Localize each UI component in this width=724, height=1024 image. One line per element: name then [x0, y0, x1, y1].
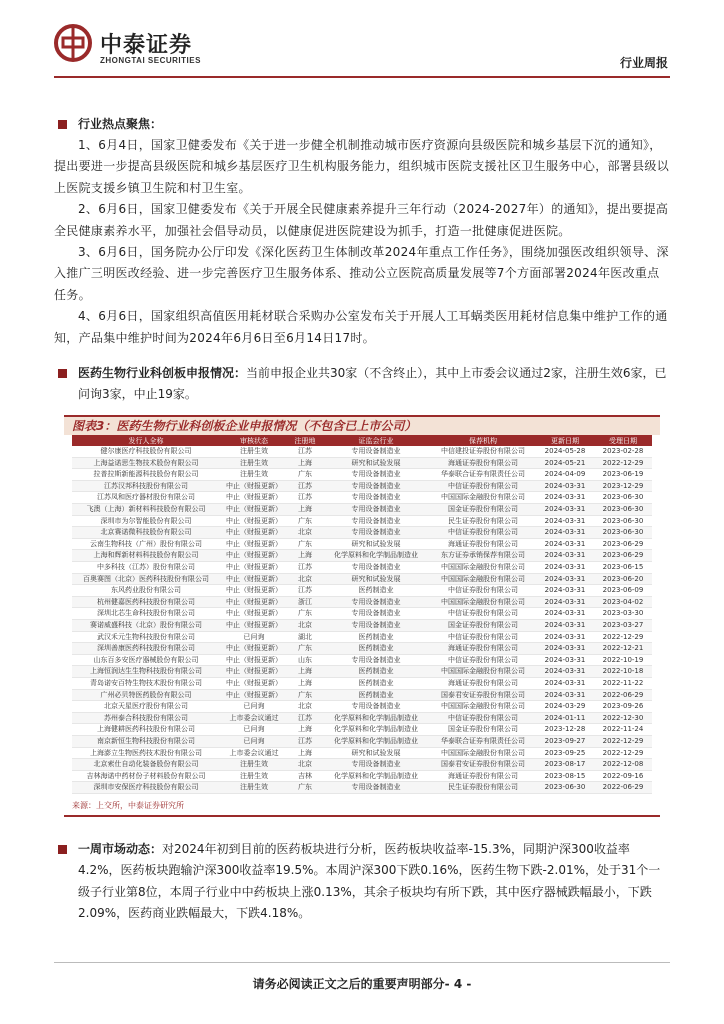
- table-cell: 2023-12-28: [536, 724, 594, 736]
- table-cell: 中信证券股份有限公司: [430, 527, 536, 539]
- table-cell: 国金证券股份有限公司: [430, 724, 536, 736]
- table-cell: 北京天星医疗股份有限公司: [72, 701, 220, 713]
- table-cell: 专用设备制造业: [322, 527, 430, 539]
- table-cell: 2024-03-31: [536, 596, 594, 608]
- table-cell: 广东: [288, 469, 322, 481]
- table-row: [72, 573, 652, 585]
- table-cell: 上海恒润达生生物科技股份有限公司: [72, 666, 220, 678]
- table-cell: 专用设备制造业: [322, 446, 430, 457]
- table-row: [72, 666, 652, 678]
- table-cell: 2023-06-30: [594, 492, 652, 504]
- table-cell: 上市委会议通过: [220, 747, 288, 759]
- table-cell: 专用设备制造业: [322, 480, 430, 492]
- hotspot-paragraph-4: 4、6月6日，国家组织高值医用耗材联合采购办公室发布关于开展人工耳蜗类医用耗材信息集中维护工作的通知，产品集中维护时间为2024年6月6日至6月14日17时。: [54, 309, 668, 345]
- table-cell: 2023-09-27: [536, 735, 594, 747]
- table-cell: 华泰联合证券有限责任公司: [430, 469, 536, 481]
- table-cell: 中止（财报更新）: [220, 677, 288, 689]
- table-cell: 广东: [288, 643, 322, 655]
- table-cell: 2022-11-24: [594, 724, 652, 736]
- table-row: [72, 608, 652, 620]
- table-cell: 中国国际金融股份有限公司: [430, 492, 536, 504]
- table-row: [72, 550, 652, 562]
- table-cell: 上海: [288, 550, 322, 562]
- table-row: [72, 504, 652, 516]
- table-cell: 研究和试验发展: [322, 457, 430, 469]
- table-cell: 上海澎立生物医药技术股份有限公司: [72, 747, 220, 759]
- table-cell: 2024-03-31: [536, 619, 594, 631]
- table-cell: 吉林: [288, 770, 322, 782]
- table-cell: 化学原料和化学制品制造业: [322, 735, 430, 747]
- table-cell: 化学原料和化学制品制造业: [322, 550, 430, 562]
- hotspot-paragraph-3: 3、6月6日，国务院办公厅印发《深化医药卫生体制改革2024年重点工作任务》，围绕加强医改组织领导、深入推广三明医改经验、进一步完善医疗卫生服务体系、推动公立医院高质量发展等7个方面部署2024年医改重点任务。: [54, 245, 669, 302]
- table-cell: 江苏: [288, 562, 322, 574]
- table-cell: 上海: [288, 724, 322, 736]
- table-row: [72, 759, 652, 771]
- table-cell: 2023-02-28: [594, 446, 652, 457]
- figure-3: [64, 415, 660, 817]
- bullet-square-icon: [58, 845, 67, 854]
- table-cell: 2024-05-21: [536, 457, 594, 469]
- table-cell: 中止（财报更新）: [220, 585, 288, 597]
- table-cell: 2022-10-18: [594, 666, 652, 678]
- table-cell: 已问询: [220, 735, 288, 747]
- table-cell: 医药制造业: [322, 643, 430, 655]
- table-cell: 中信证券股份有限公司: [430, 631, 536, 643]
- table-cell: 中止（财报更新）: [220, 643, 288, 655]
- table-cell: 研究和试验发展: [322, 538, 430, 550]
- table-cell: 东风药业股份有限公司: [72, 585, 220, 597]
- table-cell: 中止（财报更新）: [220, 504, 288, 516]
- table-row: [72, 480, 652, 492]
- table-cell: 广东: [288, 608, 322, 620]
- table-row: [72, 712, 652, 724]
- table-cell: 2023-09-26: [594, 701, 652, 713]
- table-cell: 2022-06-29: [594, 782, 652, 794]
- table-cell: 深圳北芯生命科技股份有限公司: [72, 608, 220, 620]
- table-cell: 2024-01-11: [536, 712, 594, 724]
- table-cell: 广东: [288, 515, 322, 527]
- table-cell: 医药制造业: [322, 631, 430, 643]
- table-cell: 北京: [288, 527, 322, 539]
- table-cell: 国泰君安证券股份有限公司: [430, 689, 536, 701]
- table-cell: 2024-03-31: [536, 677, 594, 689]
- table-cell: 中止（财报更新）: [220, 515, 288, 527]
- table-cell: 2024-03-31: [536, 515, 594, 527]
- page-header: [0, 0, 724, 100]
- table-cell: 2024-03-31: [536, 643, 594, 655]
- figure-bottom-rule: [64, 815, 660, 817]
- table-cell: 海通证券股份有限公司: [430, 538, 536, 550]
- table-cell: 化学原料和化学制品制造业: [322, 712, 430, 724]
- table-header-cell: 注册地: [288, 435, 322, 446]
- market-text: 对2024年初到目前的医药板块进行分析，医药板块收益率-15.3%，同期沪深300收益率4.2%，医药板块跑输沪深300收益率19.5%。本周沪深300下跌0.16%，医药生物下跌-2.01%，处于31个一级子行业第8位，本周子行业中中药板块上涨0.13%，其余子板块均有所下跌，其中医疗器械跌幅最小，下跌2.09%，医药商业跌幅最大，下跌4.18%。: [78, 841, 661, 921]
- logo-chinese-name: 中泰证券: [100, 33, 193, 58]
- table-cell: 青岛诺安百特生物技术股份有限公司: [72, 677, 220, 689]
- table-cell: 中止（财报更新）: [220, 573, 288, 585]
- table-cell: 2022-12-30: [594, 712, 652, 724]
- table-cell: 海通证券股份有限公司: [430, 770, 536, 782]
- table-cell: 吉林海诺中药材份子材料股份有限公司: [72, 770, 220, 782]
- table-row: [72, 631, 652, 643]
- table-cell: 上海: [288, 457, 322, 469]
- hotspot-paragraph-1: 1、6月4日，国家卫健委发布《关于进一步健全机制推动城市医疗资源向县级医院和城乡基层下沉的通知》，提出要进一步提高县级医院和城乡基层医疗卫生机构服务能力，组织城市医院支援社区卫生服务中心，部署县级以上医院支援乡镇卫生院和村卫生室。: [54, 138, 670, 195]
- table-cell: 2023-06-30: [536, 782, 594, 794]
- table-cell: 2022-12-29: [594, 735, 652, 747]
- table-cell: 飞澳（上海）新材料科技股份有限公司: [72, 504, 220, 516]
- table-row: [72, 677, 652, 689]
- table-cell: 北京索仕自动化装备股份有限公司: [72, 759, 220, 771]
- table-cell: 化学原料和化学制品制造业: [322, 724, 430, 736]
- table-row: [72, 643, 652, 655]
- table-cell: 中国国际金融股份有限公司: [430, 573, 536, 585]
- table-cell: 山东百多安医疗器械股份有限公司: [72, 654, 220, 666]
- table-body: [72, 446, 652, 793]
- table-cell: 山东: [288, 654, 322, 666]
- table-cell: 中止（财报更新）: [220, 666, 288, 678]
- table-header-cell: 受理日期: [594, 435, 652, 446]
- table-row: [72, 585, 652, 597]
- table-cell: 民生证券股份有限公司: [430, 515, 536, 527]
- table-cell: 健尔康医疗科技股份有限公司: [72, 446, 220, 457]
- table-cell: 武汉禾元生物科技股份有限公司: [72, 631, 220, 643]
- table-cell: 2022-12-08: [594, 759, 652, 771]
- table-cell: 2023-03-30: [594, 608, 652, 620]
- table-cell: 江苏: [288, 712, 322, 724]
- table-cell: 深圳善康医药科技股份有限公司: [72, 643, 220, 655]
- table-cell: 2024-03-31: [536, 527, 594, 539]
- table-cell: 2024-03-31: [536, 562, 594, 574]
- table-cell: 北京: [288, 619, 322, 631]
- table-cell: 专用设备制造业: [322, 759, 430, 771]
- star-market-text: 当前申报企业共30家（不含终止），其中上市委会议通过2家，注册生效6家，已问询3家，中止19家。: [78, 366, 667, 402]
- table-cell: 广东: [288, 782, 322, 794]
- logo-mark-icon: [54, 24, 92, 62]
- table-cell: 中止（财报更新）: [220, 654, 288, 666]
- table-cell: 注册生效: [220, 770, 288, 782]
- table-cell: 2023-06-30: [594, 527, 652, 539]
- footer-disclaimer: 请务必阅读正文之后的重要声明部分- 4 -: [252, 977, 472, 991]
- table-cell: 研究和试验发展: [322, 573, 430, 585]
- table-cell: 2024-03-31: [536, 492, 594, 504]
- table-cell: 2024-03-29: [536, 701, 594, 713]
- table-cell: 中信证券股份有限公司: [430, 654, 536, 666]
- main-content: [54, 114, 670, 925]
- logo-english-name: ZHONGTAI SECURITIES: [100, 56, 201, 65]
- table-cell: 专用设备制造业: [322, 619, 430, 631]
- table-cell: 2023-06-19: [594, 469, 652, 481]
- table-row: [72, 562, 652, 574]
- table-cell: 2023-03-27: [594, 619, 652, 631]
- table-row: [72, 538, 652, 550]
- table-cell: 已问询: [220, 631, 288, 643]
- table-cell: 北京: [288, 759, 322, 771]
- table-cell: 中信证券股份有限公司: [430, 712, 536, 724]
- bullet-square-icon: [58, 120, 67, 129]
- table-cell: 百奥赛图（北京）医药科技股份有限公司: [72, 573, 220, 585]
- table-cell: 江苏凤和医疗器材股份有限公司: [72, 492, 220, 504]
- table-cell: 中止（财报更新）: [220, 538, 288, 550]
- table-cell: 医药制造业: [322, 689, 430, 701]
- table-cell: 注册生效: [220, 782, 288, 794]
- table-cell: 2023-06-29: [594, 538, 652, 550]
- table-cell: 2023-06-15: [594, 562, 652, 574]
- table-cell: 2024-05-28: [536, 446, 594, 457]
- table-cell: 医药制造业: [322, 677, 430, 689]
- table-header-cell: 审核状态: [220, 435, 288, 446]
- table-cell: 专用设备制造业: [322, 469, 430, 481]
- table-cell: 2024-03-31: [536, 550, 594, 562]
- table-cell: 东方证券承销保荐有限公司: [430, 550, 536, 562]
- table-cell: 浙江: [288, 596, 322, 608]
- table-row: [72, 689, 652, 701]
- table-cell: 广东: [288, 689, 322, 701]
- table-cell: 中止（财报更新）: [220, 492, 288, 504]
- table-cell: 中止（财报更新）: [220, 562, 288, 574]
- table-row: [72, 770, 652, 782]
- table-cell: 江苏: [288, 492, 322, 504]
- table-cell: 2024-03-31: [536, 504, 594, 516]
- table-cell: 南京新恒生物科技股份有限公司: [72, 735, 220, 747]
- table-header-cell: 证监会行业: [322, 435, 430, 446]
- table-cell: 华泰联合证券有限责任公司: [430, 735, 536, 747]
- table-cell: 中止（财报更新）: [220, 608, 288, 620]
- table-header-cell: 保荐机构: [430, 435, 536, 446]
- table-cell: 2024-03-31: [536, 631, 594, 643]
- table-cell: 中国国际金融股份有限公司: [430, 747, 536, 759]
- table-row: [72, 457, 652, 469]
- table-row: [72, 446, 652, 457]
- table-cell: 海通证券股份有限公司: [430, 457, 536, 469]
- table-cell: 2024-03-31: [536, 585, 594, 597]
- report-type-label: 行业周报: [619, 56, 668, 70]
- table-row: [72, 469, 652, 481]
- table-cell: 化学原料和化学制品制造业: [322, 770, 430, 782]
- table-cell: 专用设备制造业: [322, 782, 430, 794]
- table-cell: 2024-03-31: [536, 689, 594, 701]
- table-cell: 2022-12-29: [594, 631, 652, 643]
- ipo-application-table: [72, 435, 652, 794]
- figure-source: 来源：上交所，中泰证券研究所: [72, 800, 184, 810]
- table-cell: 中止（财报更新）: [220, 480, 288, 492]
- table-cell: 已问询: [220, 701, 288, 713]
- table-cell: 江苏: [288, 480, 322, 492]
- table-cell: 2023-06-30: [594, 515, 652, 527]
- table-cell: 已问询: [220, 724, 288, 736]
- table-cell: 2022-10-19: [594, 654, 652, 666]
- table-cell: 注册生效: [220, 446, 288, 457]
- table-cell: 中国国际金融股份有限公司: [430, 701, 536, 713]
- table-cell: 专用设备制造业: [322, 701, 430, 713]
- table-cell: 北京赛诺微科技股份有限公司: [72, 527, 220, 539]
- table-cell: 专用设备制造业: [322, 654, 430, 666]
- table-cell: 民生证券股份有限公司: [430, 782, 536, 794]
- table-cell: 湖北: [288, 631, 322, 643]
- table-cell: 中止（财报更新）: [220, 550, 288, 562]
- table-cell: 国泰君安证券股份有限公司: [430, 759, 536, 771]
- table-cell: 中国国际金融股份有限公司: [430, 596, 536, 608]
- table-cell: 杭州健嘉医药科技股份有限公司: [72, 596, 220, 608]
- star-market-heading: 医药生物行业科创板申报情况：: [78, 366, 247, 381]
- table-cell: 中多科技（江苏）股份有限公司: [72, 562, 220, 574]
- table-cell: 专用设备制造业: [322, 515, 430, 527]
- table-cell: 国金证券股份有限公司: [430, 504, 536, 516]
- table-cell: 江苏: [288, 735, 322, 747]
- table-cell: 2024-04-09: [536, 469, 594, 481]
- table-cell: 深圳市为尔智能股份有限公司: [72, 515, 220, 527]
- table-cell: 海通证券股份有限公司: [430, 677, 536, 689]
- table-cell: 2024-03-31: [536, 654, 594, 666]
- table-cell: 专用设备制造业: [322, 608, 430, 620]
- table-cell: 2022-12-29: [594, 457, 652, 469]
- table-cell: 中国国际金融股份有限公司: [430, 562, 536, 574]
- header-divider: [54, 76, 670, 78]
- table-cell: 专用设备制造业: [322, 596, 430, 608]
- table-cell: 研究和试验发展: [322, 747, 430, 759]
- table-cell: 2022-06-29: [594, 689, 652, 701]
- table-row: [72, 619, 652, 631]
- table-cell: 上海益诺思生物技术股份有限公司: [72, 457, 220, 469]
- table-cell: 上海: [288, 677, 322, 689]
- table-cell: 中信证券股份有限公司: [430, 480, 536, 492]
- table-cell: 国金证券股份有限公司: [430, 619, 536, 631]
- table-cell: 2024-03-31: [536, 608, 594, 620]
- table-cell: 注册生效: [220, 457, 288, 469]
- table-cell: 2022-11-22: [594, 677, 652, 689]
- table-cell: 注册生效: [220, 759, 288, 771]
- table-cell: 中信证券股份有限公司: [430, 585, 536, 597]
- table-cell: 2022-12-21: [594, 643, 652, 655]
- company-logo: [54, 24, 214, 72]
- table-cell: 海通证券股份有限公司: [430, 643, 536, 655]
- table-cell: 专用设备制造业: [322, 504, 430, 516]
- table-row: [72, 782, 652, 794]
- table-cell: 医药制造业: [322, 666, 430, 678]
- footer-divider: [54, 962, 670, 963]
- table-row: [72, 654, 652, 666]
- table-cell: 专用设备制造业: [322, 562, 430, 574]
- table-cell: 2024-03-31: [536, 480, 594, 492]
- table-cell: 医药制造业: [322, 585, 430, 597]
- bullet-square-icon: [58, 369, 67, 378]
- table-cell: 2023-08-17: [536, 759, 594, 771]
- table-cell: 上海健耕医药科技股份有限公司: [72, 724, 220, 736]
- table-row: [72, 596, 652, 608]
- table-cell: 2024-03-31: [536, 573, 594, 585]
- table-header-cell: 发行人全称: [72, 435, 220, 446]
- star-market-section: [54, 363, 670, 405]
- table-row: [72, 492, 652, 504]
- table-cell: 江苏: [288, 446, 322, 457]
- table-cell: 广东: [288, 538, 322, 550]
- table-cell: 广州必贝特医药股份有限公司: [72, 689, 220, 701]
- table-cell: 2023-06-29: [594, 550, 652, 562]
- table-cell: 江苏: [288, 585, 322, 597]
- table-cell: 云南生物科技（广州）股份有限公司: [72, 538, 220, 550]
- table-cell: 2022-09-16: [594, 770, 652, 782]
- table-cell: 2023-08-15: [536, 770, 594, 782]
- table-cell: 上海: [288, 747, 322, 759]
- table-cell: 上市委会议通过: [220, 712, 288, 724]
- figure-title: 图表3：医药生物行业科创板企业申报情况（不包含已上市公司）: [64, 415, 660, 435]
- market-section: [54, 839, 670, 925]
- table-cell: 2023-06-20: [594, 573, 652, 585]
- table-cell: 上海和辉新材料科技股份有限公司: [72, 550, 220, 562]
- table-cell: 赛诺威盛科技（北京）股份有限公司: [72, 619, 220, 631]
- table-cell: 上海: [288, 504, 322, 516]
- table-cell: 2023-12-29: [594, 480, 652, 492]
- table-cell: 中国国际金融股份有限公司: [430, 666, 536, 678]
- table-row: [72, 515, 652, 527]
- table-cell: 2024-03-31: [536, 666, 594, 678]
- table-cell: 2024-03-31: [536, 538, 594, 550]
- table-cell: 拉普拉斯新能源科技股份有限公司: [72, 469, 220, 481]
- table-header-cell: 更新日期: [536, 435, 594, 446]
- table-cell: 2023-04-02: [594, 596, 652, 608]
- table-row: [72, 701, 652, 713]
- table-row: [72, 724, 652, 736]
- table-cell: 2023-09-25: [536, 747, 594, 759]
- table-cell: 上海: [288, 666, 322, 678]
- table-cell: 中止（财报更新）: [220, 527, 288, 539]
- table-cell: 注册生效: [220, 469, 288, 481]
- table-cell: 2022-12-29: [594, 747, 652, 759]
- table-cell: 北京: [288, 701, 322, 713]
- table-cell: 中止（财报更新）: [220, 689, 288, 701]
- table-cell: 江苏汉邦科技股份有限公司: [72, 480, 220, 492]
- table-header-row: [72, 435, 652, 446]
- table-cell: 中止（财报更新）: [220, 619, 288, 631]
- table-cell: 专用设备制造业: [322, 492, 430, 504]
- table-row: [72, 735, 652, 747]
- table-row: [72, 747, 652, 759]
- table-cell: 深圳市安保医疗科技股份有限公司: [72, 782, 220, 794]
- table-cell: 苏州泰合科技股份有限公司: [72, 712, 220, 724]
- table-cell: 中止（财报更新）: [220, 596, 288, 608]
- table-cell: 中信证券股份有限公司: [430, 608, 536, 620]
- table-cell: 中信建投证券股份有限公司: [430, 446, 536, 457]
- table-cell: 2023-06-30: [594, 504, 652, 516]
- table-row: [72, 527, 652, 539]
- market-heading: 一周市场动态：: [78, 841, 163, 856]
- hotspot-paragraph-2: 2、6月6日，国家卫健委发布《关于开展全民健康素养提升三年行动（2024-2027年）的通知》，提出要提高全民健康素养水平，加强社会倡导动员，以健康促进医院建设为抓手，打造一批健康促进医院。: [54, 202, 669, 238]
- hotspots-heading: 行业热点聚焦：: [54, 114, 670, 135]
- table-cell: 2023-06-09: [594, 585, 652, 597]
- table-cell: 北京: [288, 573, 322, 585]
